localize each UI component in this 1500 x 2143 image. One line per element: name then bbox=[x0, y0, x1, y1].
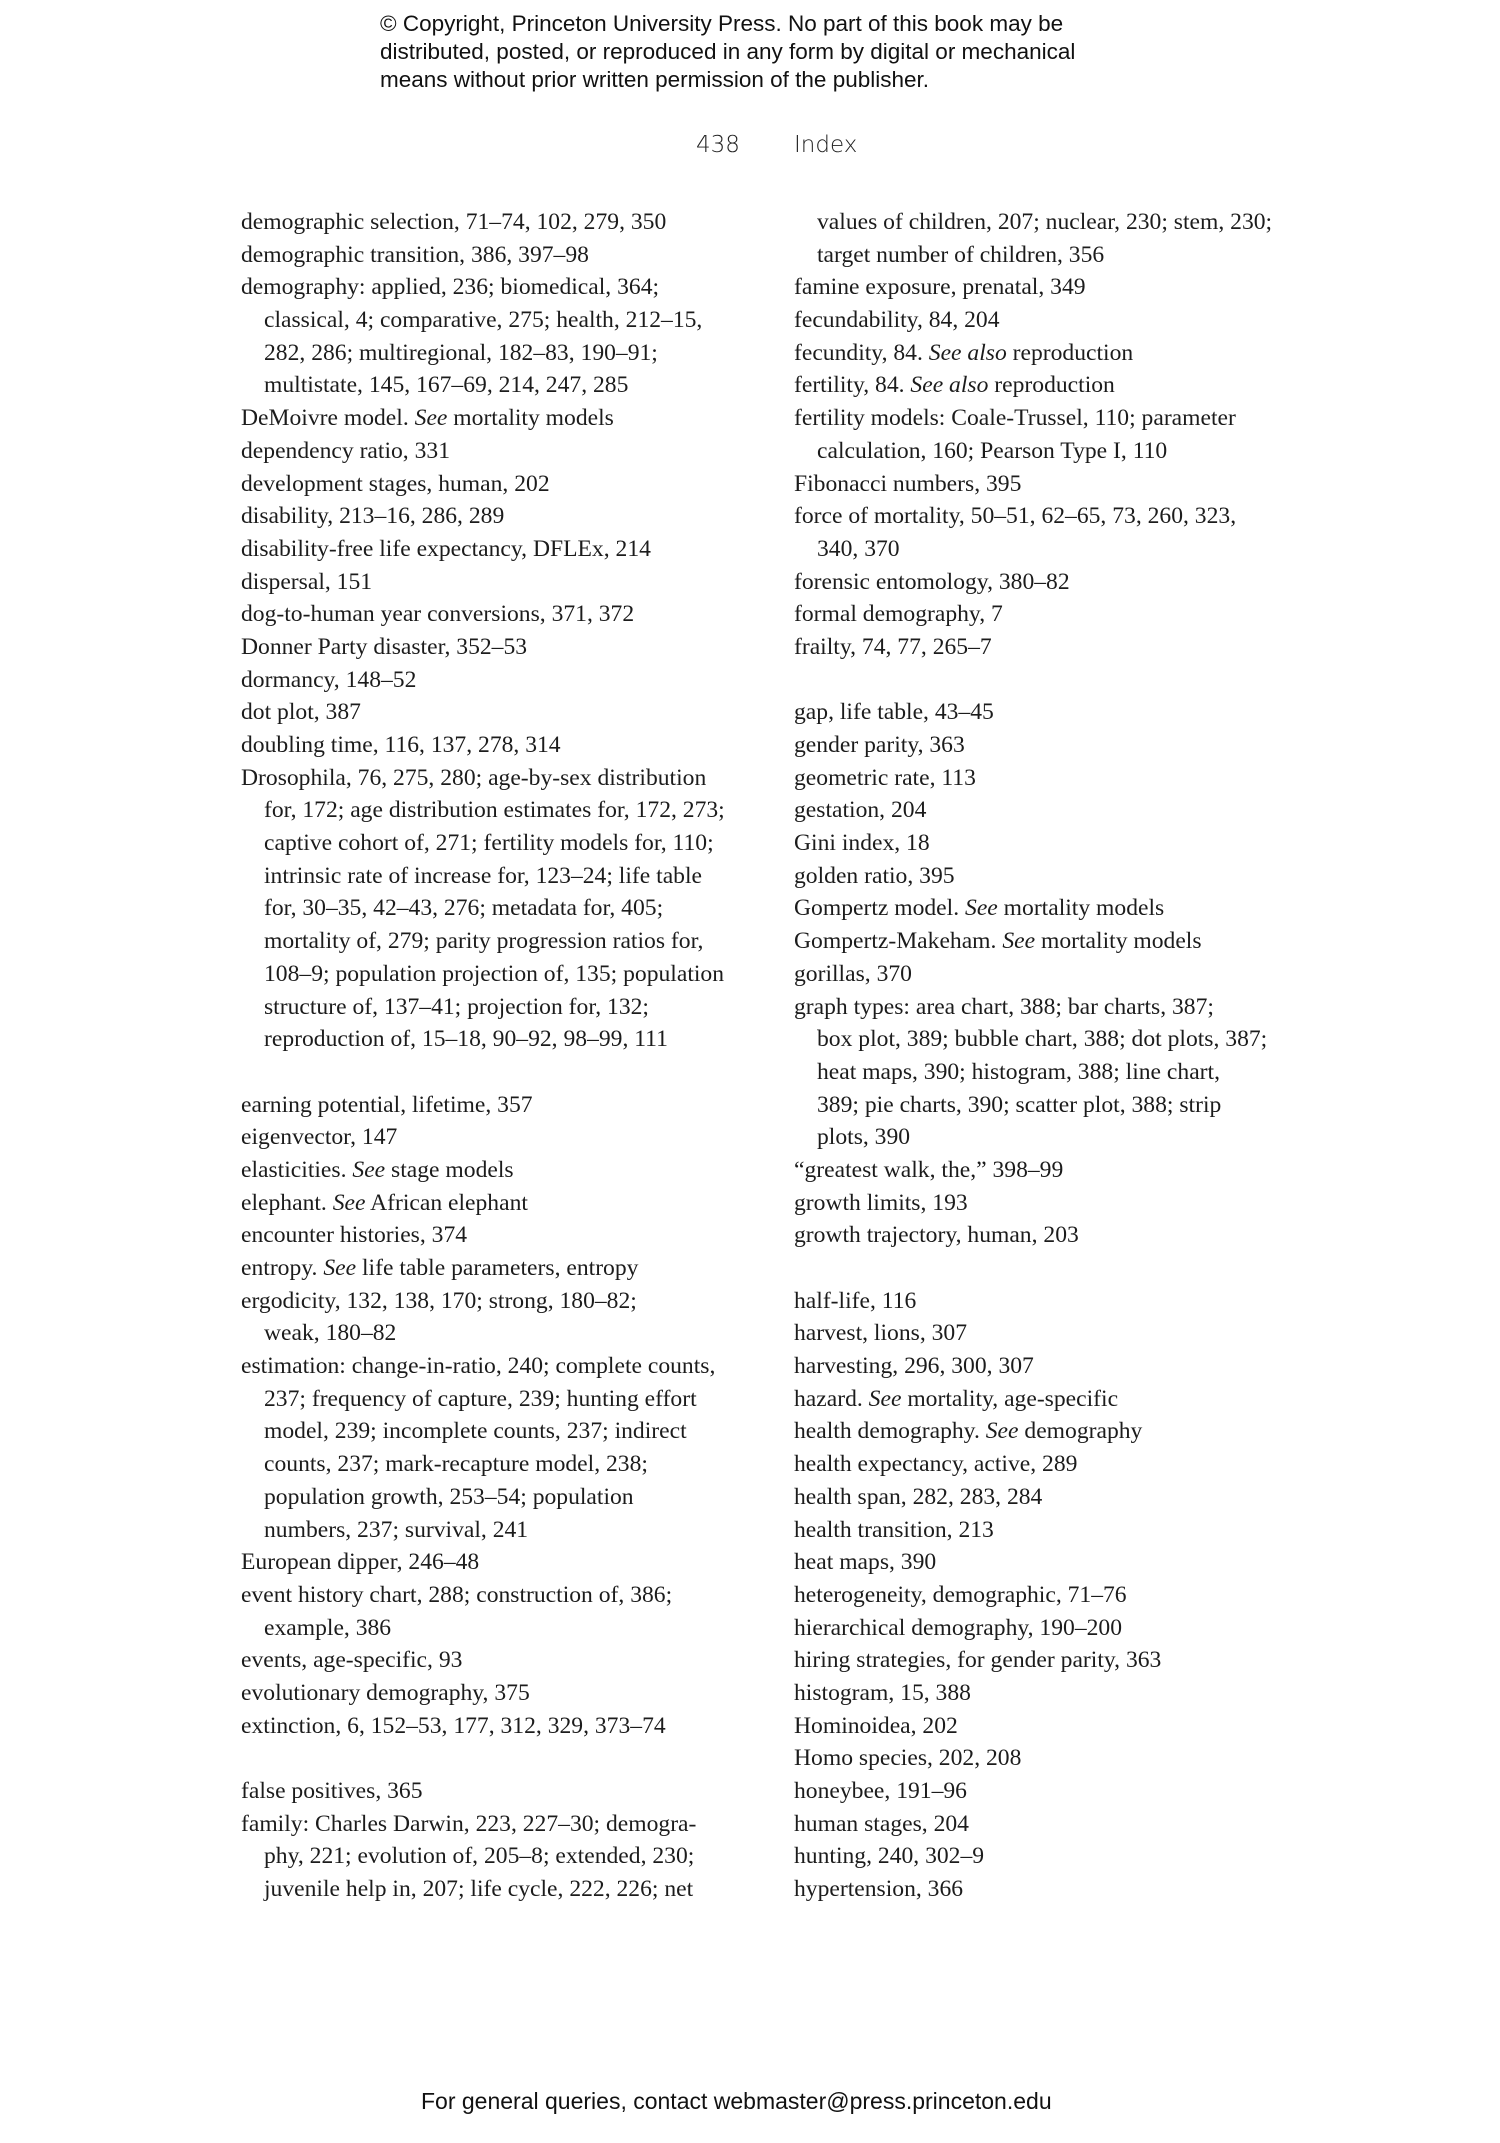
see-reference-label: See also bbox=[928, 339, 1007, 366]
cross-reference-target: reproduction bbox=[1006, 339, 1134, 366]
index-entry: hiring strategies, for gender parity, 363 bbox=[794, 1647, 1162, 1674]
see-reference-label: See also bbox=[910, 372, 989, 399]
index-entry: histogram, 15, 388 bbox=[794, 1679, 971, 1706]
cross-reference-target: African elephant bbox=[365, 1189, 528, 1216]
index-entry: gender parity, 363 bbox=[794, 732, 965, 758]
index-entry: geometric rate, 113 bbox=[794, 764, 976, 791]
index-subentry-line: reproduction of, 15–18, 90–92, 98–99, 111 bbox=[264, 1026, 668, 1053]
index-subentry-line: 340, 370 bbox=[817, 535, 900, 562]
index-subentry-line: target number of children, 356 bbox=[817, 241, 1105, 268]
index-entry: Hominoidea, 202 bbox=[794, 1712, 958, 1739]
see-reference-label: See bbox=[323, 1255, 357, 1281]
index-subentry-line: intrinsic rate of increase for, 123–24; life table bbox=[264, 862, 702, 889]
entry-term: DeMoivre model. bbox=[241, 405, 415, 432]
index-entry: Donner Party disaster, 352–53 bbox=[241, 633, 528, 660]
index-subentry-line: counts, 237; mark-recapture model, 238; bbox=[264, 1451, 648, 1478]
entry-term: health demography. bbox=[794, 1418, 986, 1445]
index-entry: dormancy, 148–52 bbox=[241, 666, 417, 693]
index-entry: European dipper, 246–48 bbox=[241, 1549, 480, 1576]
index-subentry-line: model, 239; incomplete counts, 237; indirect bbox=[264, 1418, 687, 1445]
index-subentry-line: values of children, 207; nuclear, 230; stem, 230; bbox=[817, 209, 1273, 235]
index-entry: force of mortality, 50–51, 62–65, 73, 260, 323, bbox=[794, 503, 1237, 530]
index-entry: growth trajectory, human, 203 bbox=[794, 1222, 1079, 1249]
index-entry: graph types: area chart, 388; bar charts, 387; bbox=[794, 993, 1214, 1020]
index-entry: health span, 282, 283, 284 bbox=[794, 1483, 1043, 1510]
index-entry: heat maps, 390 bbox=[794, 1549, 937, 1576]
entry-term: fecundity, 84. bbox=[794, 339, 929, 366]
index-entry: Drosophila, 76, 275, 280; age-by-sex distribution bbox=[241, 764, 707, 791]
entry-term: Gompertz model. bbox=[794, 895, 966, 922]
letter-group-spacer bbox=[241, 1056, 781, 1089]
index-entry: gap, life table, 43–45 bbox=[794, 699, 994, 726]
index-entry: dot plot, 387 bbox=[241, 699, 361, 726]
cross-reference-target: mortality models bbox=[1035, 928, 1202, 955]
index-subentry-line: 237; frequency of capture, 239; hunting effort bbox=[264, 1385, 697, 1412]
index-entry: frailty, 74, 77, 265–7 bbox=[794, 633, 992, 660]
index-entry: dog-to-human year conversions, 371, 372 bbox=[241, 601, 635, 628]
footer-contact-text: For general queries, contact webmaster@press.princeton.edu bbox=[421, 2088, 1052, 2114]
index-subentry-line: population growth, 253–54; population bbox=[264, 1483, 634, 1510]
see-reference-label: See bbox=[985, 1418, 1019, 1445]
index-entry: formal demography, 7 bbox=[794, 601, 1003, 628]
index-entry bbox=[794, 1383, 1354, 1416]
see-reference-label: See bbox=[414, 405, 448, 432]
index-entry bbox=[241, 402, 781, 435]
index-subentry-line: classical, 4; comparative, 275; health, 212–15, bbox=[264, 307, 703, 334]
index-entry: Fibonacci numbers, 395 bbox=[794, 470, 1022, 497]
index-subentry-line: structure of, 137–41; projection for, 132; bbox=[264, 993, 649, 1020]
index-entry: encounter histories, 374 bbox=[241, 1222, 468, 1249]
index-subentry-line: mortality of, 279; parity progression ratios for, bbox=[264, 928, 704, 955]
index-entry: human stages, 204 bbox=[794, 1810, 969, 1837]
index-entry: “greatest walk, the,” 398–99 bbox=[794, 1156, 1064, 1183]
index-entry: fertility models: Coale-Trussel, 110; parameter bbox=[794, 405, 1236, 432]
index-entry: honeybee, 191–96 bbox=[794, 1778, 967, 1804]
cross-reference-target: mortality models bbox=[447, 405, 614, 432]
index-subentry-line: phy, 221; evolution of, 205–8; extended, 230; bbox=[264, 1843, 695, 1870]
see-reference-label: See bbox=[332, 1189, 366, 1216]
page-number: 438 bbox=[696, 132, 740, 158]
index-entry: estimation: change-in-ratio, 240; complete counts, bbox=[241, 1353, 716, 1380]
copyright-notice bbox=[380, 10, 1140, 94]
index-entry: forensic entomology, 380–82 bbox=[794, 568, 1070, 595]
index-entry bbox=[241, 1154, 781, 1187]
index-entry: eigenvector, 147 bbox=[241, 1124, 398, 1151]
index-subentry-line: 389; pie charts, 390; scatter plot, 388; strip bbox=[817, 1091, 1222, 1118]
index-subentry-line: 282, 286; multiregional, 182–83, 190–91; bbox=[264, 339, 658, 366]
index-subentry-line: juvenile help in, 207; life cycle, 222, 226; net bbox=[264, 1876, 694, 1903]
letter-group-spacer bbox=[794, 1252, 1354, 1285]
index-subentry-line: for, 172; age distribution estimates for, 172, 273; bbox=[264, 797, 725, 824]
letter-group-spacer bbox=[794, 664, 1354, 697]
index-entry: event history chart, 288; construction of, 386; bbox=[241, 1581, 673, 1608]
index-column-left bbox=[241, 206, 781, 1906]
index-entry: disability, 213–16, 286, 289 bbox=[241, 503, 505, 530]
index-subentry-line: 108–9; population projection of, 135; population bbox=[264, 960, 725, 987]
index-entry: doubling time, 116, 137, 278, 314 bbox=[241, 732, 561, 758]
index-entry: ergodicity, 132, 138, 170; strong, 180–82; bbox=[241, 1287, 637, 1314]
index-subentry-line: heat maps, 390; histogram, 388; line chart, bbox=[817, 1058, 1220, 1085]
cross-reference-target: demography bbox=[1018, 1418, 1143, 1445]
cross-reference-target: mortality, age-specific bbox=[901, 1385, 1119, 1412]
index-subentry-line: for, 30–35, 42–43, 276; metadata for, 405; bbox=[264, 895, 664, 922]
see-reference-label: See bbox=[965, 895, 998, 922]
index-entry: gorillas, 370 bbox=[794, 960, 912, 987]
index-entry: disability-free life expectancy, DFLEx, 214 bbox=[241, 535, 651, 562]
cross-reference-target: mortality models bbox=[997, 895, 1165, 922]
entry-term: entropy. bbox=[241, 1255, 324, 1281]
index-entry bbox=[241, 1187, 781, 1220]
index-entry: demographic transition, 386, 397–98 bbox=[241, 241, 589, 268]
index-subentry-line: multistate, 145, 167–69, 214, 247, 285 bbox=[264, 372, 629, 399]
index-entry bbox=[794, 925, 1354, 958]
index-entry: hypertension, 366 bbox=[794, 1876, 964, 1903]
index-entry: evolutionary demography, 375 bbox=[241, 1679, 530, 1706]
entry-term: Gompertz-Makeham. bbox=[794, 928, 1003, 955]
see-reference-label: See bbox=[868, 1385, 902, 1412]
index-entry: famine exposure, prenatal, 349 bbox=[794, 274, 1086, 301]
index-subentry-line: box plot, 389; bubble chart, 388; dot plots, 387; bbox=[817, 1026, 1268, 1053]
entry-term: fertility, 84. bbox=[794, 372, 911, 399]
index-subentry-line: plots, 390 bbox=[817, 1124, 911, 1151]
index-subentry-line: weak, 180–82 bbox=[264, 1320, 397, 1347]
copyright-line: distributed, posted, or reproduced in any form by digital or mechanical bbox=[380, 39, 1076, 64]
index-entry: dependency ratio, 331 bbox=[241, 437, 450, 464]
section-title: Index bbox=[794, 132, 858, 158]
cross-reference-target: reproduction bbox=[988, 372, 1115, 399]
index-entry: growth limits, 193 bbox=[794, 1189, 968, 1216]
index-entry: Gini index, 18 bbox=[794, 830, 930, 857]
index-entry: demographic selection, 71–74, 102, 279, 350 bbox=[241, 209, 667, 235]
index-subentry-line: captive cohort of, 271; fertility models for, 110; bbox=[264, 830, 714, 857]
index-entry bbox=[794, 892, 1354, 925]
index-entry: false positives, 365 bbox=[241, 1778, 423, 1804]
index-entry: heterogeneity, demographic, 71–76 bbox=[794, 1581, 1127, 1608]
index-entry: dispersal, 151 bbox=[241, 568, 373, 595]
entry-term: elephant. bbox=[241, 1189, 333, 1216]
index-entry: development stages, human, 202 bbox=[241, 470, 550, 497]
index-entry bbox=[794, 1415, 1354, 1448]
index-entry bbox=[794, 369, 1354, 402]
index-entry: hierarchical demography, 190–200 bbox=[794, 1614, 1123, 1641]
entry-term: elasticities. bbox=[241, 1156, 353, 1183]
copyright-line: means without prior written permission of the publisher. bbox=[380, 67, 930, 92]
index-subentry-line: numbers, 237; survival, 241 bbox=[264, 1516, 529, 1543]
copyright-line: © Copyright, Princeton University Press. No part of this book may be bbox=[380, 11, 1064, 36]
index-entry: extinction, 6, 152–53, 177, 312, 329, 373–74 bbox=[241, 1712, 666, 1739]
index-entry: gestation, 204 bbox=[794, 797, 927, 824]
index-entry: family: Charles Darwin, 223, 227–30; demogra- bbox=[241, 1810, 697, 1837]
index-subentry-line: example, 386 bbox=[264, 1614, 392, 1641]
index-entry: harvest, lions, 307 bbox=[794, 1320, 968, 1347]
index-entry: golden ratio, 395 bbox=[794, 862, 955, 889]
see-reference-label: See bbox=[352, 1156, 386, 1183]
index-entry: hunting, 240, 302–9 bbox=[794, 1843, 985, 1870]
index-entry: harvesting, 296, 300, 307 bbox=[794, 1353, 1034, 1380]
index-entry: events, age-specific, 93 bbox=[241, 1647, 463, 1674]
running-head bbox=[0, 132, 1500, 164]
cross-reference-target: life table parameters, entropy bbox=[356, 1255, 639, 1281]
cross-reference-target: stage models bbox=[385, 1156, 514, 1183]
index-entry: half-life, 116 bbox=[794, 1287, 917, 1314]
see-reference-label: See bbox=[1002, 928, 1036, 955]
index-entry: Homo species, 202, 208 bbox=[794, 1745, 1022, 1772]
index-entry: demography: applied, 236; biomedical, 364; bbox=[241, 274, 660, 301]
index-entry: health expectancy, active, 289 bbox=[794, 1451, 1078, 1478]
letter-group-spacer bbox=[241, 1742, 781, 1775]
index-entry: health transition, 213 bbox=[794, 1516, 994, 1543]
index-entry: earning potential, lifetime, 357 bbox=[241, 1091, 533, 1118]
index-entry: fecundability, 84, 204 bbox=[794, 307, 1000, 334]
index-column-right bbox=[794, 206, 1354, 1906]
index-entry bbox=[794, 337, 1354, 370]
entry-term: hazard. bbox=[794, 1385, 869, 1412]
index-entry bbox=[241, 1252, 781, 1285]
index-subentry-line: calculation, 160; Pearson Type I, 110 bbox=[817, 437, 1168, 464]
